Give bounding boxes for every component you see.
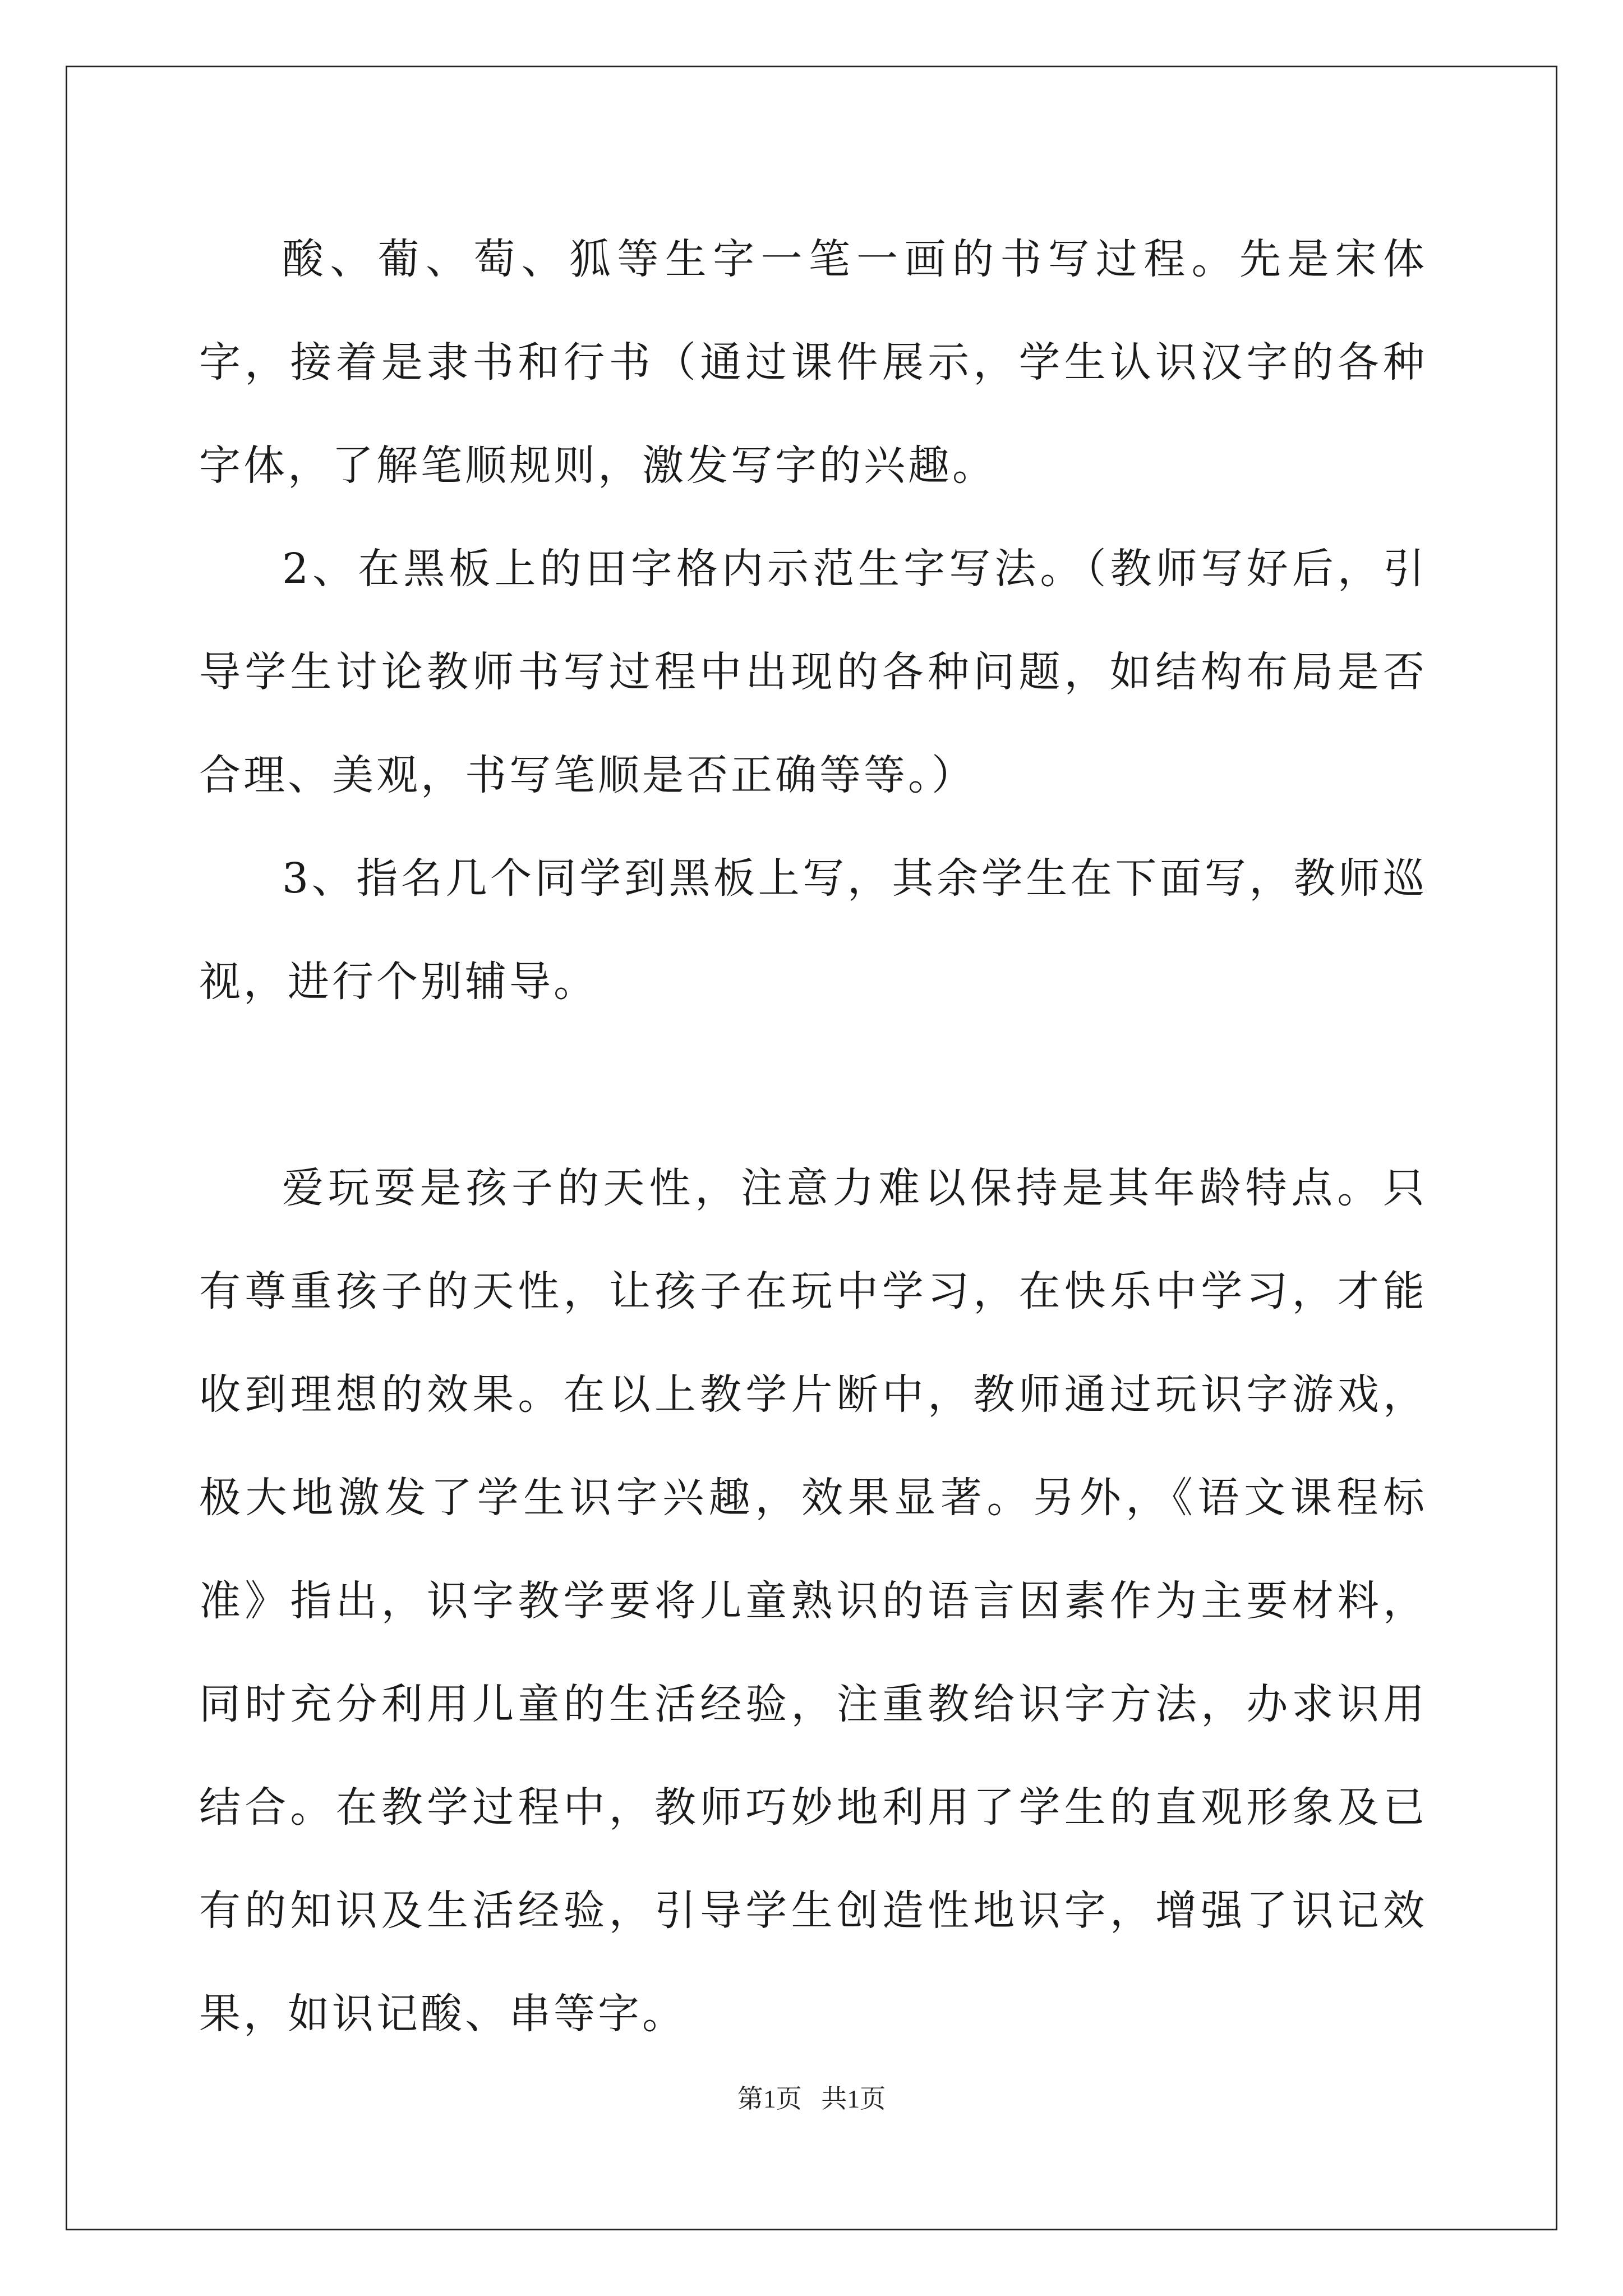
section-gap [199,1033,1427,1137]
paragraph: 酸、葡、萄、狐等生字一笔一画的书写过程。先是宋体字，接着是隶书和行书（通过课件展示，学生认识汉字的各种字体，了解笔顺规则，激发写字的兴趣。 [199,235,1427,490]
page-number-footer: 第1页 共1页 [737,2085,886,2113]
document-body [199,208,1427,2065]
paragraph: 2、在黑板上的田字格内示范生字写法。（教师写好后，引导学生讨论教师书写过程中出现的各种问题，如结构布局是否合理、美观，书写笔顺是否正确等等。） [199,545,1427,799]
paragraph: 3、指名几个同学到黑板上写，其余学生在下面写，教师巡视，进行个别辅导。 [199,854,1427,1006]
paragraph: 爱玩耍是孩子的天性，注意力难以保持是其年龄特点。只有尊重孩子的天性，让孩子在玩中学习，在快乐中学习，才能收到理想的效果。在以上教学片断中，教师通过玩识字游戏，极大地激发了学生识字兴趣，效果显著。另外，《语文课程标准》指出，识字教学要将儿童熟识的语言因素作为主要材料，同时充分利用儿童的生活经验，注重教给识字方法，办求识用结合。在教学过程中，教师巧妙地利用了学生的直观形象及已有的知识及生活经验，引导学生创造性地识字，增强了识记效果，如识记酸、串等字。 [199,1164,1427,2038]
